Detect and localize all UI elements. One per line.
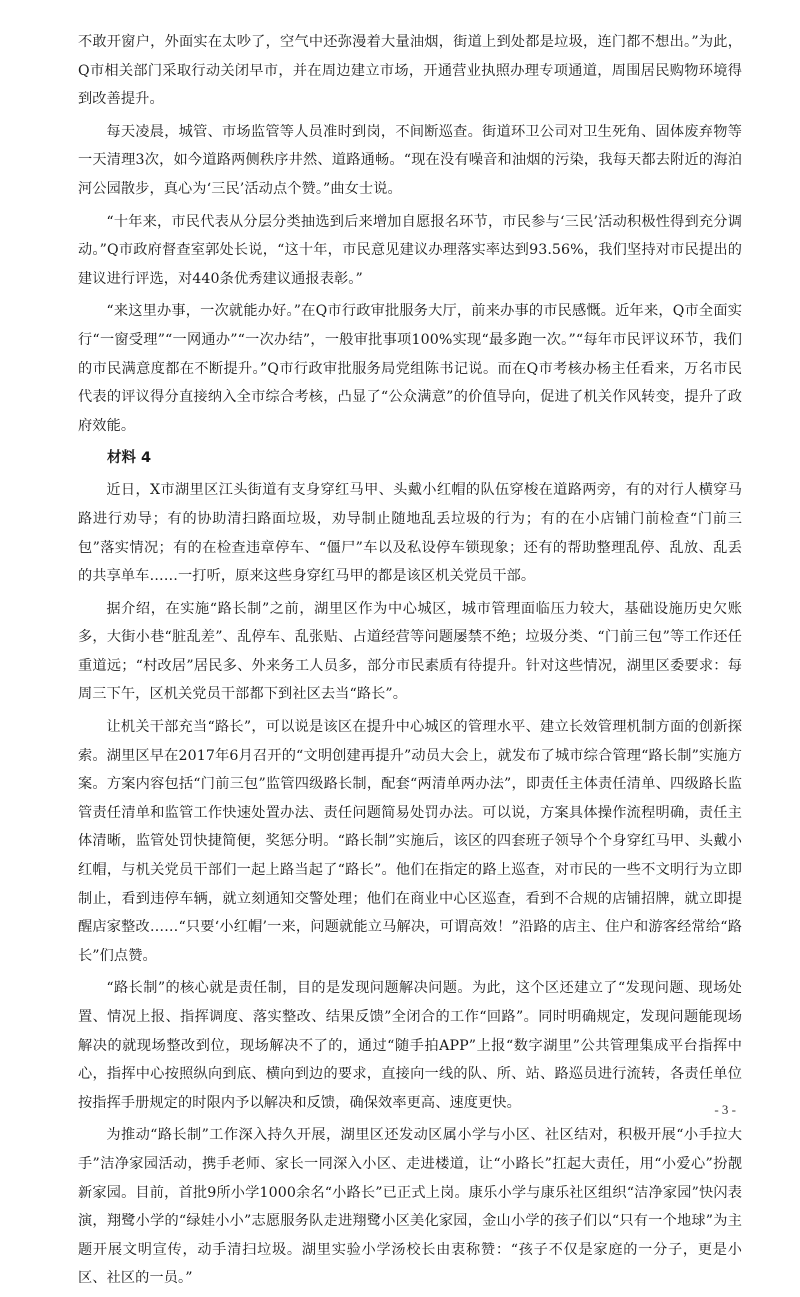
paragraph: 近日，X市湖里区江头街道有支身穿红马甲、头戴小红帽的队伍穿梭在道路两旁，有的对行人横穿马路进行劝导；有的协助清扫路面垃圾，劝导制止随地乱丢垃圾的行为；有的在小店铺门前检查“门前三包”落实情况；有的在检查违章停车、“僵尸”车以及私设停车锁现象；还有的帮助整理乱停、乱放、乱丢的共享单车……一打听，原来这些身穿红马甲的都是该区机关党员干部。: [78, 482, 742, 585]
paragraph: “路长制”的核心就是责任制，目的是发现问题解决问题。为此，这个区还建立了“发现问题、现场处置、情况上报、指挥调度、落实整改、结果反馈”全闭合的工作“回路”。同时明确规定，发现问题能现场解决的就现场整改到位，现场解决不了的，通过“随手拍APP”上报“数字湖里”公共管理集成平台指挥中心，指挥中心按照纵向到底、横向到边的要求，直接向一线的队、所、站、路巡员进行流转，各责任单位按指挥手册规定的时限内予以解决和反馈，确保效率更高、速度更快。: [78, 980, 742, 1111]
section-heading: 材料 4: [107, 450, 152, 467]
document-body: [78, 28, 742, 1297]
paragraph: 为推动“路长制”工作深入持久开展，湖里区还发动区属小学与小区、社区结对，积极开展“小手拉大手”洁净家园活动，携手老师、家长一同深入小区、走进楼道，让“小路长”扛起大责任，用“小爱心”扮靓新家园。目前，首批9所小学1000余名“小路长”已正式上岗。康乐小学与康乐社区组织“洁净家园”快闪表演，翔鹭小学的“绿娃小小”志愿服务队走进翔鹭小区美化家园，金山小学的孩子们以“只有一个地球”为主题开展文明宣传，动手清扫垃圾。湖里实验小学汤校长由衷称赞：“孩子不仅是家庭的一分子，更是小区、社区的一员。”: [78, 1127, 742, 1287]
paragraph: 据介绍，在实施“路长制”之前，湖里区作为中心城区，城市管理面临压力较大，基础设施历史欠账多，大街小巷“脏乱差”、乱停车、乱张贴、占道经营等问题屡禁不绝；垃圾分类、“门前三包”等工作还任重道远；“村改居”居民多、外来务工人员多，部分市民素质有待提升。针对这些情况，湖里区委要求：每周三下午，区机关党员干部都下到社区去当“路长”。: [78, 600, 742, 703]
paragraph: “十年来，市民代表从分层分类抽选到后来增加自愿报名环节，市民参与‘三民’活动积极性得到充分调动。”Q市政府督查室郭处长说，“这十年，市民意见建议办理落实率达到93.56%，我们坚持对市民提出的建议进行评选，对440条优秀建议通报表彰。”: [78, 213, 742, 287]
page-number: - 3 -: [714, 1102, 736, 1117]
paragraph: 让机关干部充当“路长”，可以说是该区在提升中心城区的管理水平、建立长效管理机制方面的创新探索。湖里区早在2017年6月召开的“文明创建再提升”动员大会上，就发布了城市综合管理“路长制”实施方案。方案内容包括“门前三包”监管四级路长制，配套“两清单两办法”，即责任主体责任清单、四级路长监管责任清单和监管工作快速处置办法、责任问题简易处罚办法。可以说，方案具体操作流程明确，责任主体清晰，监管处罚快捷简便，奖惩分明。“路长制”实施后，该区的四套班子领导个个身穿红马甲、头戴小红帽，与机关党员干部们一起上路当起了“路长”。他们在指定的路上巡查，对市民的一些不文明行为立即制止，看到违停车辆，就立刻通知交警处理；他们在商业中心区巡查，看到不合规的店铺招牌，就立即提醒店家整改……“只要‘小红帽’一来，问题就能立马解决，可谓高效！”沿路的店主、住户和游客经常给“路长”们点赞。: [78, 719, 742, 964]
paragraph: 每天凌晨，城管、市场监管等人员准时到岗，不间断巡查。街道环卫公司对卫生死角、固体废弃物等一天清理3次，如今道路两侧秩序井然、道路通畅。“现在没有噪音和油烟的污染，我每天都去附近的海泊河公园散步，真心为‘三民’活动点个赞。”曲女士说。: [78, 123, 742, 197]
paragraph: “来这里办事，一次就能办好。”在Q市行政审批服务大厅，前来办事的市民感慨。近年来，Q市全面实行“一窗受理”“一网通办”“一次办结”，一般审批事项100%实现“最多跑一次。”“每年市民评议环节，我们的市民满意度都在不断提升。”Q市行政审批服务局党组陈书记说。而在Q市考核办杨主任看来，万名市民代表的评议得分直接纳入全市综合考核，凸显了“公众满意”的价值导向，促进了机关作风转变，提升了政府效能。: [78, 303, 742, 434]
paragraph-continued: 不敢开窗户，外面实在太吵了，空气中还弥漫着大量油烟，街道上到处都是垃圾，连门都不想出。”为此，Q市相关部门采取行动关闭早市，并在周边建立市场，开通营业执照办理专项通道，周围居民购物环境得到改善提升。: [78, 34, 742, 108]
